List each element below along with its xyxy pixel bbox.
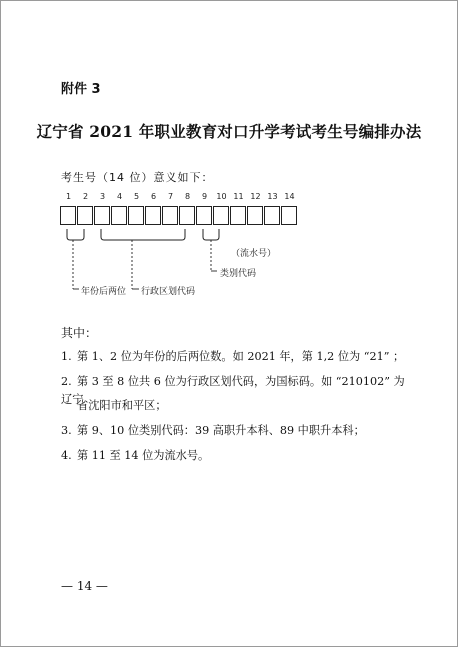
serial-label: （流水号）: [231, 249, 277, 259]
digit-number: 2: [82, 192, 89, 201]
digit-number: 12: [250, 192, 261, 201]
region-bracket: [101, 229, 185, 240]
intro-text: 考生号（14 位）意义如下：: [61, 171, 214, 184]
item-number: 4.: [61, 449, 72, 462]
page-title: 辽宁省 2021 年职业教育对口升学考试考生号编排办法: [36, 122, 422, 141]
section-heading: 其中：: [61, 326, 98, 340]
list-item: [61, 447, 411, 465]
digit-number: 10: [216, 192, 227, 201]
digit-number: 7: [167, 192, 174, 201]
item-number: 3.: [61, 424, 72, 437]
digit-number: 11: [233, 192, 244, 201]
item-text: 第 9、10 位类别代码：39 高职升本科、89 中职升本科；: [77, 424, 365, 437]
digit-number: 8: [184, 192, 191, 201]
category-bracket: [203, 229, 219, 240]
list-item: [61, 348, 411, 366]
attachment-label: 附件 3: [61, 82, 101, 97]
digit-number: 14: [284, 192, 295, 201]
page-number: — 14 —: [61, 579, 108, 593]
item-text: 第 11 至 14 位为流水号。: [77, 449, 210, 462]
digit-number: 5: [133, 192, 140, 201]
item-number: 2.: [61, 375, 72, 388]
item-number: 1.: [61, 350, 72, 363]
digit-number: 6: [150, 192, 157, 201]
digit-number: 4: [116, 192, 123, 201]
item-continuation: 省沈阳市和平区；: [77, 399, 167, 412]
digit-number: 1: [65, 192, 72, 201]
digit-number: 9: [201, 192, 208, 201]
category-label: 类别代码: [220, 269, 257, 279]
region-label: 行政区划代码: [141, 287, 196, 297]
year-label: 年份后两位: [81, 287, 127, 297]
digit-number: 13: [267, 192, 278, 201]
item-text: 第 3 至 8 位共 6 位为行政区划代码，为国标码。如 “210102” 为辽宁: [61, 375, 405, 406]
digit-number: 3: [99, 192, 106, 201]
year-bracket: [67, 229, 84, 240]
item-text: 第 1、2 位为年份的后两位数。如 2021 年，第 1,2 位为 “21” ；: [77, 350, 405, 363]
list-item: [61, 422, 411, 440]
